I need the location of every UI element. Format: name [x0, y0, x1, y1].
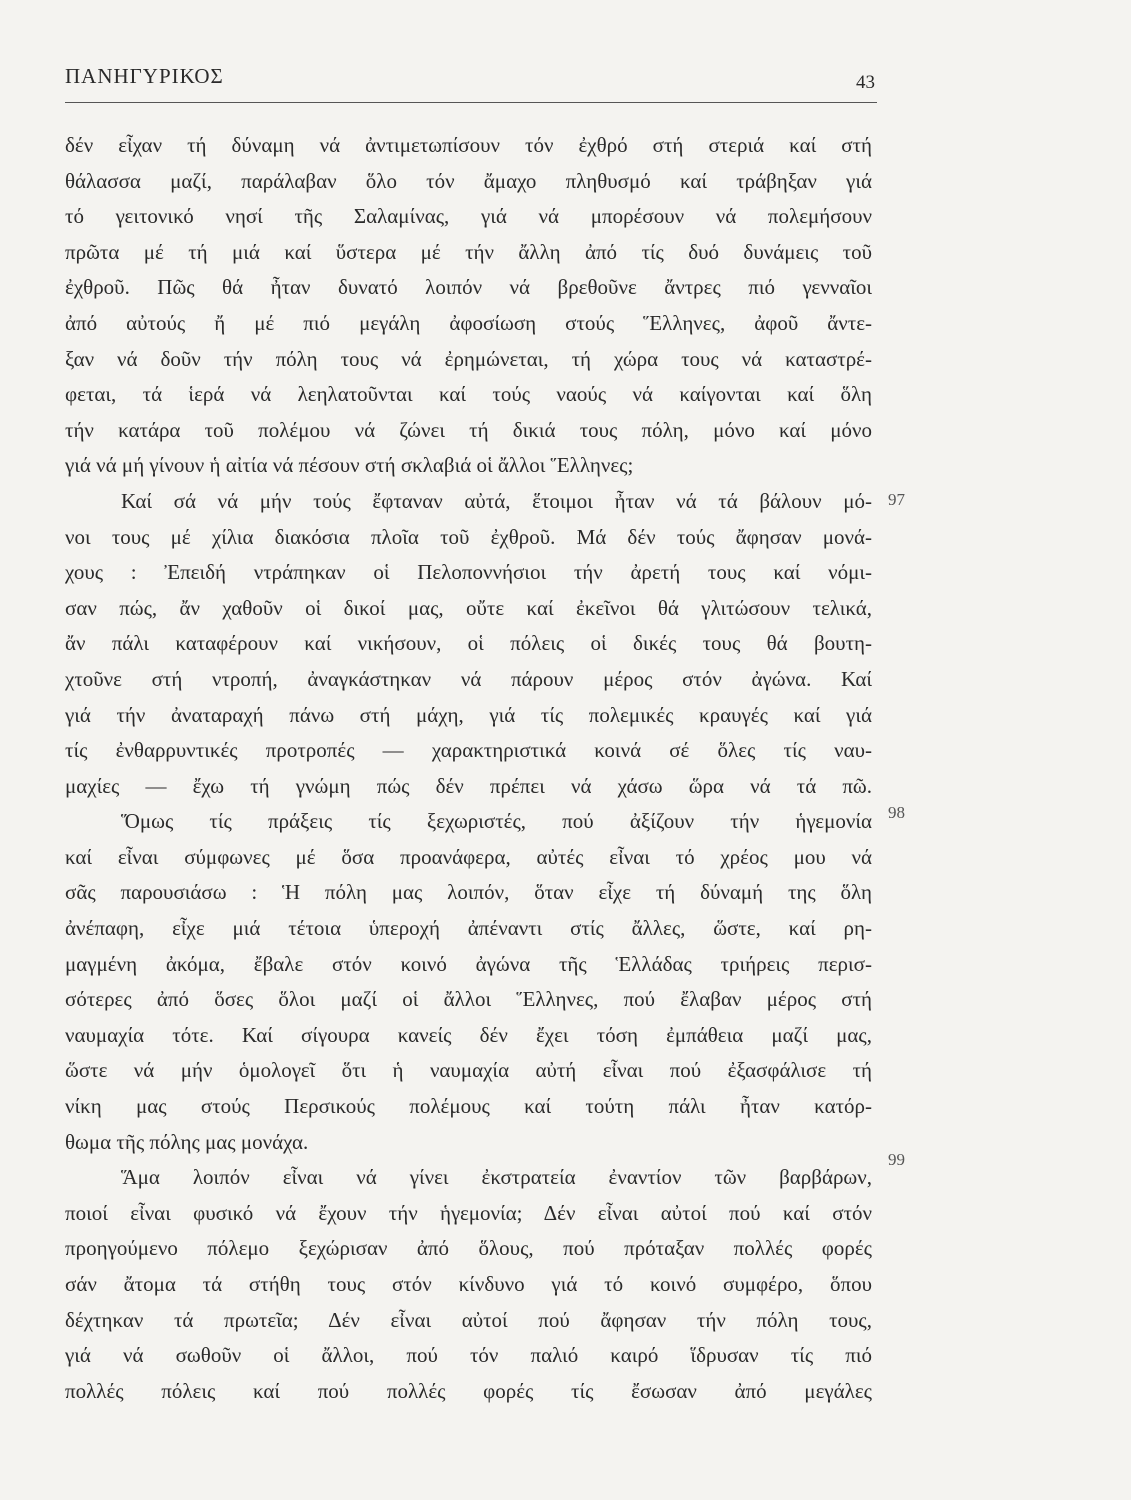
page-number: 43 [856, 72, 875, 93]
text-line: δέν εἶχαν τή δύναμη νά ἀντιμετωπίσουν τόν ἐχθρό στή στεριά καί στή [65, 133, 872, 157]
body-text [65, 128, 872, 1409]
text-line: νοι τους μέ χίλια διακόσια πλοῖα τοῦ ἐχθροῦ. Μά δέν τούς ἄφησαν μονά- [65, 524, 872, 549]
section-number: 97 [888, 490, 905, 509]
paragraph-start-line: Καί σά νά μήν τούς ἔφταναν αὐτά, ἕτοιμοι ἦταν νά τά βάλουν μό- [121, 488, 872, 513]
text-line: χτοῦνε στή ντροπή, ἀναγκάστηκαν νά πάρουν μέρος στόν ἀγώνα. Καί [65, 666, 872, 691]
text-line: σαν πώς, ἄν χαθοῦν οἱ δικοί μας, οὔτε καί ἐκεῖνοι θά γλιτώσουν τελικά, [65, 595, 872, 620]
text-line: σάν ἄτομα τά στήθη τους στόν κίνδυνο γιά τό κοινό συμφέρο, ὅπου [65, 1272, 872, 1296]
text-line: θάλασσα μαζί, παράλαβαν ὅλο τόν ἄμαχο πληθυσμό καί τράβηξαν γιά [65, 168, 872, 193]
text-line: πρῶτα μέ τή μιά καί ὕστερα μέ τήν ἄλλη ἀπό τίς δυό δυνάμεις τοῦ [65, 239, 872, 264]
text-line: καί εἶναι σύμφωνες μέ ὅσα προανάφερα, αὐτές εἶναι τό χρέος μου νά [65, 844, 872, 869]
text-line: τό γειτονικό νησί τῆς Σαλαμίνας, γιά νά μπορέσουν νά πολεμήσουν [65, 204, 872, 229]
running-title: ΠΑΝΗΓΥΡΙΚΟΣ [65, 64, 224, 88]
section-number: 99 [888, 1150, 905, 1169]
text-line: μαχίες — ἔχω τή γνώμη πώς δέν πρέπει νά χάσω ὥρα νά τά πῶ. [65, 773, 872, 798]
text-line: μαγμένη ἀκόμα, ἔβαλε στόν κοινό ἀγώνα τῆς Ἑλλάδας τριήρεις περισ- [65, 951, 872, 976]
paragraph-start-line: Ὅμως τίς πράξεις τίς ξεχωριστές, πού ἀξίζουν τήν ἡγεμονία [121, 809, 872, 834]
paragraph-start-line: Ἅμα λοιπόν εἶναι νά γίνει ἐκστρατεία ἐναντίον τῶν βαρβάρων, [121, 1165, 872, 1190]
text-line: γιά νά μή γίνουν ἡ αἰτία νά πέσουν στή σκλαβιά οἱ ἄλλοι Ἕλληνες; [65, 453, 634, 478]
text-line: ἄν πάλι καταφέρουν καί νικήσουν, οἱ πόλεις οἱ δικές τους θά βουτη- [65, 631, 872, 656]
text-line: νίκη μας στούς Περσικούς πολέμους καί τούτη πάλι ἦταν κατόρ- [65, 1094, 872, 1119]
running-header [65, 62, 877, 103]
text-line: φεται, τά ἱερά νά λεηλατοῦνται καί τούς ναούς νά καίγονται καί ὅλη [65, 382, 872, 407]
text-line: γιά τήν ἀναταραχή πάνω στή μάχη, γιά τίς πολεμικές κραυγές καί γιά [65, 702, 872, 727]
text-line: τίς ἐνθαρρυντικές προτροπές — χαρακτηριστικά κοινά σέ ὅλες τίς ναυ- [65, 738, 872, 763]
text-line: ἐχθροῦ. Πῶς θά ἦταν δυνατό λοιπόν νά βρεθοῦνε ἄντρες πιό γενναῖοι [65, 275, 872, 300]
text-line: πολλές πόλεις καί πού πολλές φορές τίς ἔσωσαν ἀπό μεγάλες [65, 1378, 872, 1403]
text-line: ἀπό αὐτούς ἤ μέ πιό μεγάλη ἀφοσίωση στούς Ἕλληνες, ἀφοῦ ἄντε- [65, 310, 872, 335]
text-line: ἀνέπαφη, εἶχε μιά τέτοια ὑπεροχή ἀπέναντι στίς ἄλλες, ὥστε, καί ρη- [65, 916, 872, 941]
text-line: δέχτηκαν τά πρωτεῖα; Δέν εἶναι αὐτοί πού ἄφησαν τήν πόλη τους, [65, 1307, 872, 1332]
text-line: προηγούμενο πόλεμο ξεχώρισαν ἀπό ὅλους, πού πρόταξαν πολλές φορές [65, 1236, 872, 1261]
text-line: γιά νά σωθοῦν οἱ ἄλλοι, πού τόν παλιό καιρό ἵδρυσαν τίς πιό [65, 1343, 872, 1368]
text-line: θωμα τῆς πόλης μας μονάχα. [65, 1129, 309, 1154]
text-line: τήν κατάρα τοῦ πολέμου νά ζώνει τή δικιά τους πόλη, μόνο καί μόνο [65, 417, 872, 442]
section-number: 98 [888, 803, 905, 822]
text-line: ὥστε νά μήν ὁμολογεῖ ὅτι ἡ ναυμαχία αὐτή εἶναι πού ἐξασφάλισε τή [65, 1058, 872, 1083]
text-line: ποιοί εἶναι φυσικό νά ἔχουν τήν ἡγεμονία; Δέν εἶναι αὐτοί πού καί στόν [65, 1200, 872, 1225]
text-line: ναυμαχία τότε. Καί σίγουρα κανείς δέν ἔχει τόση ἐμπάθεια μαζί μας, [65, 1022, 872, 1047]
text-line: χους : Ἐπειδή ντράπηκαν οἱ Πελοποννήσιοι τήν ἀρετή τους καί νόμι- [65, 560, 872, 585]
text-line: σότερες ἀπό ὅσες ὅλοι μαζί οἱ ἄλλοι Ἕλληνες, πού ἔλαβαν μέρος στή [65, 987, 872, 1012]
text-line: ξαν νά δοῦν τήν πόλη τους νά ἐρημώνεται, τή χώρα τους νά καταστρέ- [65, 346, 872, 371]
text-line: σᾶς παρουσιάσω : Ἡ πόλη μας λοιπόν, ὅταν εἶχε τή δύναμή της ὅλη [65, 880, 872, 905]
